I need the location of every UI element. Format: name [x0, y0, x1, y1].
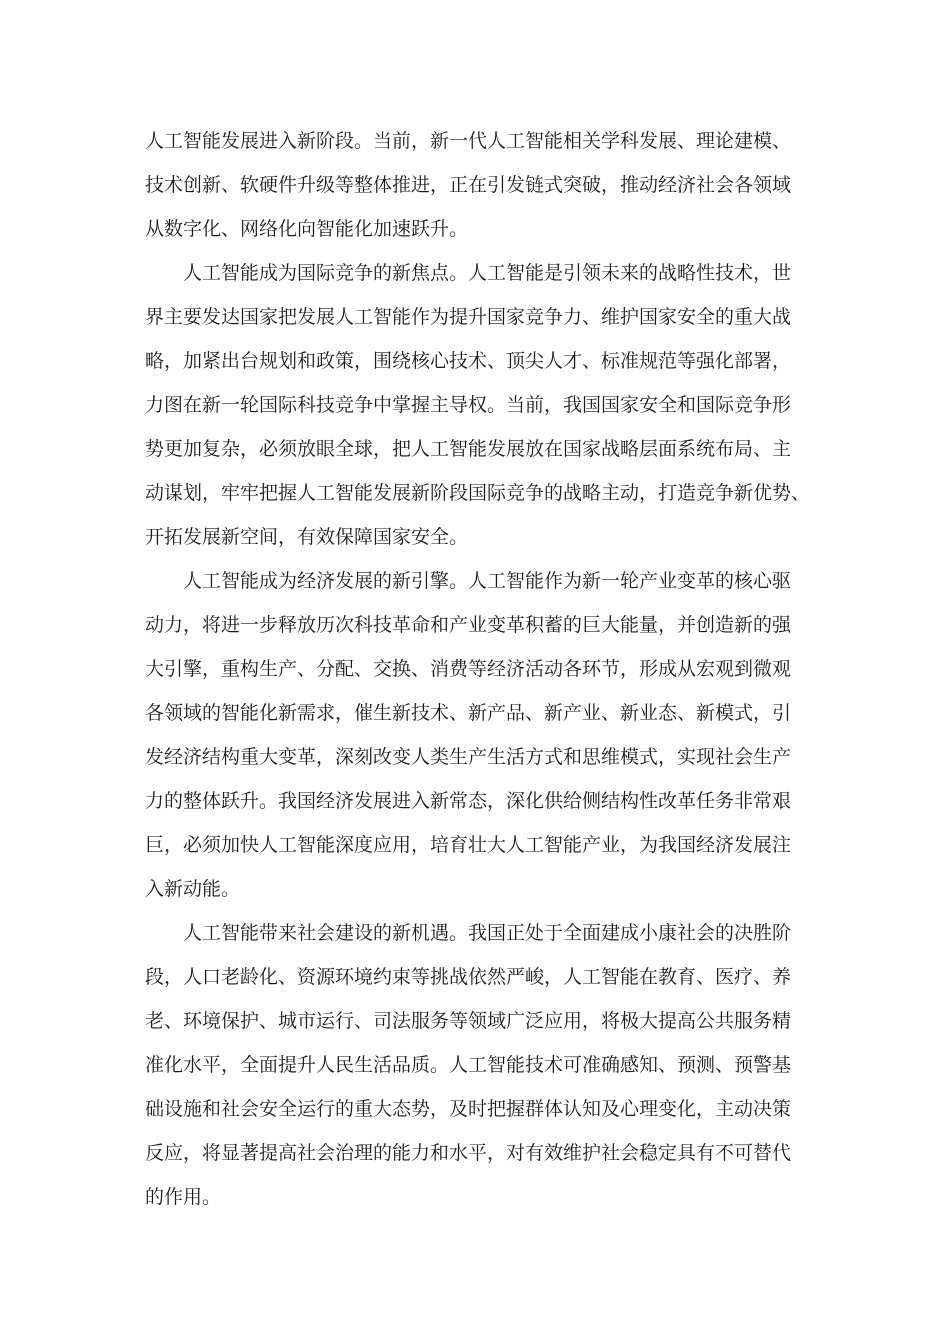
paragraph-line: 略，加紧出台规划和政策，围绕核心技术、顶尖人才、标准规范等强化部署， — [145, 350, 792, 372]
paragraph-line: 准化水平，全面提升人民生活品质。人工智能技术可准确感知、预测、预警基 — [145, 1054, 792, 1076]
paragraph-line: 技术创新、软硬件升级等整体推进，正在引发链式突破，推动经济社会各领域 — [145, 174, 792, 196]
paragraph-line: 老、环境保护、城市运行、司法服务等领域广泛应用，将极大提高公共服务精 — [145, 1010, 792, 1032]
paragraph-line: 段，人口老龄化、资源环境约束等挑战依然严峻，人工智能在教育、医疗、养 — [145, 966, 792, 988]
paragraph-line: 人工智能成为国际竞争的新焦点。人工智能是引领未来的战略性技术，世 — [183, 262, 792, 284]
paragraph-line: 人工智能成为经济发展的新引擎。人工智能作为新一轮产业变革的核心驱 — [183, 570, 792, 592]
paragraph-line: 势更加复杂，必须放眼全球，把人工智能发展放在国家战略层面系统布局、主 — [145, 438, 792, 460]
paragraph-line: 人工智能带来社会建设的新机遇。我国正处于全面建成小康社会的决胜阶 — [183, 922, 792, 944]
paragraph-international-competition — [145, 251, 835, 559]
paragraph-line: 开拓发展新空间，有效保障国家安全。 — [145, 526, 469, 548]
paragraph-line: 大引擎，重构生产、分配、交换、消费等经济活动各环节，形成从宏观到微观 — [145, 658, 792, 680]
paragraph-line: 各领域的智能化新需求，催生新技术、新产品、新产业、新业态、新模式，引 — [145, 702, 792, 724]
paragraph-line: 力图在新一轮国际科技竞争中掌握主导权。当前，我国国家安全和国际竞争形 — [145, 394, 792, 416]
paragraph-line: 发经济结构重大变革，深刻改变人类生产生活方式和思维模式，实现社会生产 — [145, 746, 792, 768]
paragraph-line: 巨，必须加快人工智能深度应用，培育壮大人工智能产业，为我国经济发展注 — [145, 834, 792, 856]
paragraph-line: 力的整体跃升。我国经济发展进入新常态，深化供给侧结构性改革任务非常艰 — [145, 790, 792, 812]
paragraph-line: 的作用。 — [145, 1186, 222, 1208]
paragraph-line: 动力，将进一步释放历次科技革命和产业变革积蓄的巨大能量，并创造新的强 — [145, 614, 792, 636]
paragraph-social-opportunity — [145, 911, 835, 1219]
document-body — [145, 119, 835, 1219]
paragraph-line: 界主要发达国家把发展人工智能作为提升国家竞争力、维护国家安全的重大战 — [145, 306, 792, 328]
paragraph-ai-new-stage — [145, 119, 835, 251]
paragraph-line: 反应，将显著提高社会治理的能力和水平，对有效维护社会稳定具有不可替代 — [145, 1142, 792, 1164]
paragraph-economic-engine — [145, 559, 835, 911]
paragraph-line: 人工智能发展进入新阶段。当前，新一代人工智能相关学科发展、理论建模、 — [145, 130, 792, 152]
paragraph-line: 从数字化、网络化向智能化加速跃升。 — [145, 218, 469, 240]
paragraph-line: 动谋划，牢牢把握人工智能发展新阶段国际竞争的战略主动，打造竞争新优势、 — [145, 482, 811, 504]
paragraph-line: 础设施和社会安全运行的重大态势，及时把握群体认知及心理变化，主动决策 — [145, 1098, 792, 1120]
paragraph-line: 入新动能。 — [145, 878, 241, 900]
